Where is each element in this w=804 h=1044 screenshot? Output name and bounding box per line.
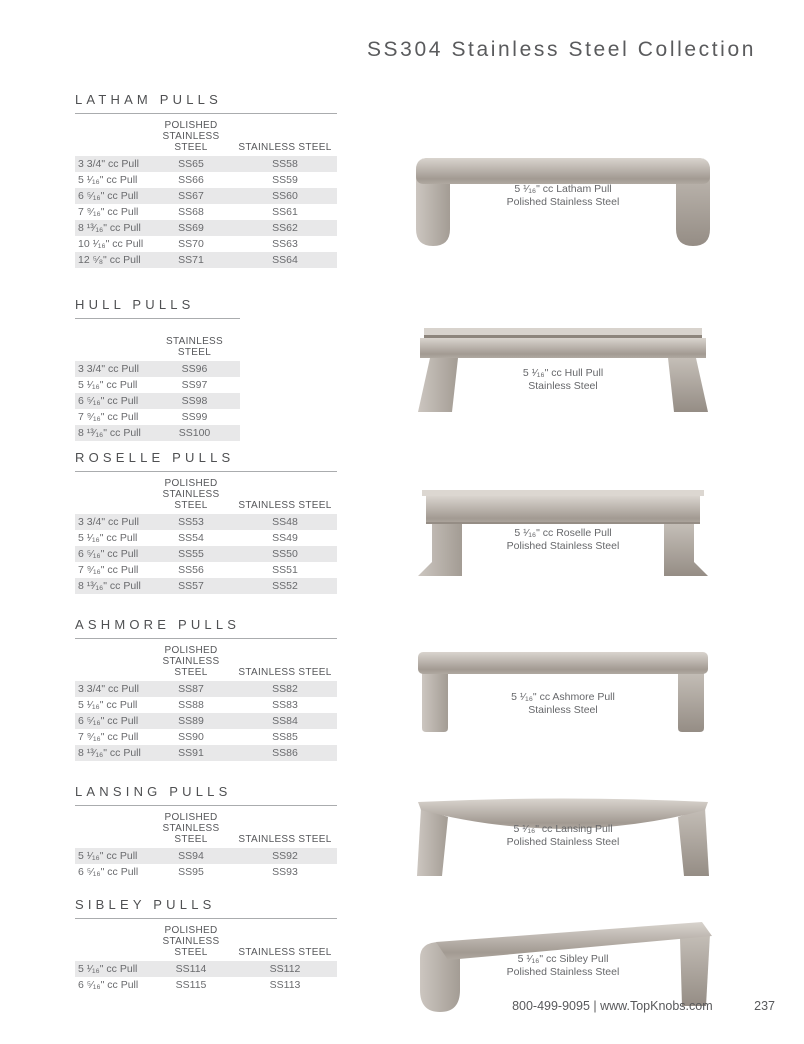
sku-cell: SS48 — [272, 516, 298, 528]
sku-cell: SS112 — [269, 963, 301, 975]
sku-cell: SS66 — [178, 174, 204, 186]
caption-line2: Stainless Steel — [528, 380, 598, 392]
sku-cell: SS84 — [272, 715, 298, 727]
sku-cell: SS90 — [178, 731, 204, 743]
caption-line1: 5 ¹⁄₁₆" cc Sibley Pull — [517, 953, 609, 965]
section-sibley-pulls — [75, 897, 337, 993]
sku-cell: SS61 — [272, 206, 298, 218]
section-heading: ASHMORE PULLS — [75, 617, 241, 632]
section-lansing-pulls — [75, 784, 337, 880]
size-cell: 10 ¹⁄₁₆" cc Pull — [78, 238, 144, 250]
size-cell: 6 ⁵⁄₁₆" cc Pull — [78, 190, 139, 202]
table-row — [75, 713, 337, 729]
caption-line1: 5 ¹⁄₁₆" cc Latham Pull — [514, 183, 612, 195]
table-row — [75, 864, 337, 880]
caption-line2: Polished Stainless Steel — [506, 540, 620, 552]
sku-cell: SS83 — [272, 699, 298, 711]
caption-line1: 5 ¹⁄₁₆" cc Hull Pull — [522, 367, 604, 379]
table-row — [75, 393, 240, 409]
caption-line2: Stainless Steel — [528, 704, 598, 716]
figure-caption — [408, 691, 718, 717]
size-cell: 7 ⁹⁄₁₆" cc Pull — [78, 411, 139, 423]
table-row — [75, 156, 337, 172]
sku-cell: SS65 — [178, 158, 204, 170]
page-title: SS304 Stainless Steel Collection — [366, 38, 756, 61]
size-cell: 5 ¹⁄₁₆" cc Pull — [78, 963, 138, 975]
sku-cell: SS69 — [178, 222, 204, 234]
sku-cell: SS71 — [178, 254, 204, 266]
figure-caption — [408, 527, 718, 553]
table-row — [75, 188, 337, 204]
sku-cell: SS113 — [269, 979, 301, 991]
sku-cell: SS51 — [272, 564, 298, 576]
finish-header-cell: STAINLESS STEEL — [238, 142, 332, 153]
sku-cell: SS62 — [272, 222, 298, 234]
size-cell: 7 ⁹⁄₁₆" cc Pull — [78, 564, 139, 576]
section-heading: HULL PULLS — [75, 297, 195, 312]
size-cell: 12 ⁵⁄₈" cc Pull — [78, 254, 141, 266]
figure-latham-pull — [408, 150, 718, 250]
caption-line2: Polished Stainless Steel — [506, 196, 620, 208]
sku-cell: SS88 — [178, 699, 204, 711]
size-cell: 6 ⁵⁄₁₆" cc Pull — [78, 866, 139, 878]
sku-cell: SS67 — [178, 190, 204, 202]
table-header-row — [75, 319, 240, 361]
size-cell: 8 ¹³⁄₁₆" cc Pull — [78, 580, 141, 592]
figure-hull-pull — [408, 318, 718, 418]
sku-cell: SS82 — [272, 683, 298, 695]
table-row — [75, 546, 337, 562]
section-heading: LATHAM PULLS — [75, 92, 222, 107]
section-heading: LANSING PULLS — [75, 784, 232, 799]
size-cell: 6 ⁵⁄₁₆" cc Pull — [78, 715, 139, 727]
finish-header-cell: STAINLESS STEEL — [238, 834, 332, 845]
sku-cell: SS86 — [272, 747, 298, 759]
finish-header-cell: POLISHED STAINLESS STEEL — [162, 120, 220, 153]
sku-cell: SS57 — [178, 580, 204, 592]
table-row — [75, 220, 337, 236]
figure-caption — [408, 367, 718, 393]
table-row — [75, 530, 337, 546]
size-cell: 5 ¹⁄₁₆" cc Pull — [78, 699, 138, 711]
sku-cell: SS56 — [178, 564, 204, 576]
sku-cell: SS114 — [175, 963, 207, 975]
section-heading: ROSELLE PULLS — [75, 450, 235, 465]
size-cell: 6 ⁵⁄₁₆" cc Pull — [78, 548, 139, 560]
table-row — [75, 681, 337, 697]
finish-header-cell: POLISHED STAINLESS STEEL — [162, 645, 220, 678]
size-cell: 5 ¹⁄₁₆" cc Pull — [78, 532, 138, 544]
table-header-row — [75, 639, 337, 681]
table-row — [75, 745, 337, 761]
table-header-row — [75, 472, 337, 514]
table-row — [75, 562, 337, 578]
caption-line1: 5 ¹⁄₁₆" cc Lansing Pull — [513, 823, 613, 835]
finish-header-cell: STAINLESS STEEL — [238, 500, 332, 511]
sku-cell: SS58 — [272, 158, 298, 170]
table-row — [75, 172, 337, 188]
size-cell: 6 ⁵⁄₁₆" cc Pull — [78, 979, 139, 991]
finish-header-cell: POLISHED STAINLESS STEEL — [162, 478, 220, 511]
section-heading: SIBLEY PULLS — [75, 897, 216, 912]
sku-cell: SS70 — [178, 238, 204, 250]
caption-line2: Polished Stainless Steel — [506, 836, 620, 848]
table-row — [75, 425, 240, 441]
finish-header-cell: POLISHED STAINLESS STEEL — [162, 812, 220, 845]
finish-header-cell: STAINLESS STEEL — [238, 667, 332, 678]
sku-cell: SS52 — [272, 580, 298, 592]
size-cell: 3 3/4" cc Pull — [78, 516, 139, 528]
table-header-row — [75, 114, 337, 156]
sku-cell: SS97 — [181, 379, 208, 391]
table-row — [75, 252, 337, 268]
table-row — [75, 377, 240, 393]
sku-cell: SS98 — [181, 395, 208, 407]
sku-cell: SS92 — [272, 850, 298, 862]
sku-cell: SS93 — [272, 866, 298, 878]
sku-cell: SS115 — [175, 979, 207, 991]
table-row — [75, 361, 240, 377]
table-row — [75, 848, 337, 864]
sku-cell: SS99 — [181, 411, 208, 423]
size-cell: 8 ¹³⁄₁₆" cc Pull — [78, 427, 141, 439]
table-row — [75, 961, 337, 977]
finish-header-cell: POLISHED STAINLESS STEEL — [162, 925, 220, 958]
sku-cell: SS95 — [178, 866, 204, 878]
sku-cell: SS87 — [178, 683, 204, 695]
sku-cell: SS94 — [178, 850, 204, 862]
size-cell: 3 3/4" cc Pull — [78, 363, 139, 375]
sku-cell: SS68 — [178, 206, 204, 218]
table-row — [75, 409, 240, 425]
figure-caption — [408, 823, 718, 849]
size-cell: 7 ⁹⁄₁₆" cc Pull — [78, 206, 139, 218]
finish-header-cell: STAINLESS STEEL — [166, 336, 223, 358]
sku-cell: SS53 — [178, 516, 204, 528]
size-cell: 8 ¹³⁄₁₆" cc Pull — [78, 747, 141, 759]
caption-line2: Polished Stainless Steel — [506, 966, 620, 978]
table-row — [75, 578, 337, 594]
section-latham-pulls — [75, 92, 337, 268]
figure-lansing-pull — [408, 790, 718, 890]
sku-cell: SS91 — [178, 747, 204, 759]
size-cell: 7 ⁹⁄₁₆" cc Pull — [78, 731, 139, 743]
size-cell: 3 3/4" cc Pull — [78, 683, 139, 695]
sku-cell: SS63 — [272, 238, 298, 250]
caption-line1: 5 ¹⁄₁₆" cc Ashmore Pull — [511, 691, 615, 703]
size-cell: 8 ¹³⁄₁₆" cc Pull — [78, 222, 141, 234]
table-row — [75, 697, 337, 713]
table-row — [75, 977, 337, 993]
table-row — [75, 514, 337, 530]
section-hull-pulls — [75, 297, 240, 441]
size-cell: 5 ¹⁄₁₆" cc Pull — [78, 174, 138, 186]
sku-cell: SS64 — [272, 254, 298, 266]
table-header-row — [75, 806, 337, 848]
page-footer — [0, 999, 775, 1013]
footer-contact: 800-499-9095 | www.TopKnobs.com — [512, 999, 713, 1013]
caption-line1: 5 ¹⁄₁₆" cc Roselle Pull — [514, 527, 612, 539]
sku-cell: SS89 — [178, 715, 204, 727]
table-row — [75, 236, 337, 252]
figure-caption — [408, 953, 718, 979]
section-ashmore-pulls — [75, 617, 337, 761]
size-cell: 5 ¹⁄₁₆" cc Pull — [78, 850, 138, 862]
table-header-row — [75, 919, 337, 961]
sku-cell: SS59 — [272, 174, 298, 186]
sku-cell: SS49 — [272, 532, 298, 544]
sku-cell: SS60 — [272, 190, 298, 202]
sku-cell: SS55 — [178, 548, 204, 560]
sku-cell: SS85 — [272, 731, 298, 743]
sku-cell: SS50 — [272, 548, 298, 560]
figure-caption — [408, 183, 718, 209]
finish-header-cell: STAINLESS STEEL — [238, 947, 332, 958]
sku-cell: SS96 — [181, 363, 208, 375]
table-row — [75, 204, 337, 220]
size-cell: 5 ¹⁄₁₆" cc Pull — [78, 379, 138, 391]
table-row — [75, 729, 337, 745]
page-number: 237 — [754, 999, 775, 1013]
figure-roselle-pull — [408, 482, 718, 582]
size-cell: 6 ⁵⁄₁₆" cc Pull — [78, 395, 139, 407]
size-cell: 3 3/4" cc Pull — [78, 158, 139, 170]
sku-cell: SS54 — [178, 532, 204, 544]
section-roselle-pulls — [75, 450, 337, 594]
sku-cell: SS100 — [178, 427, 211, 439]
figure-ashmore-pull — [408, 642, 718, 742]
